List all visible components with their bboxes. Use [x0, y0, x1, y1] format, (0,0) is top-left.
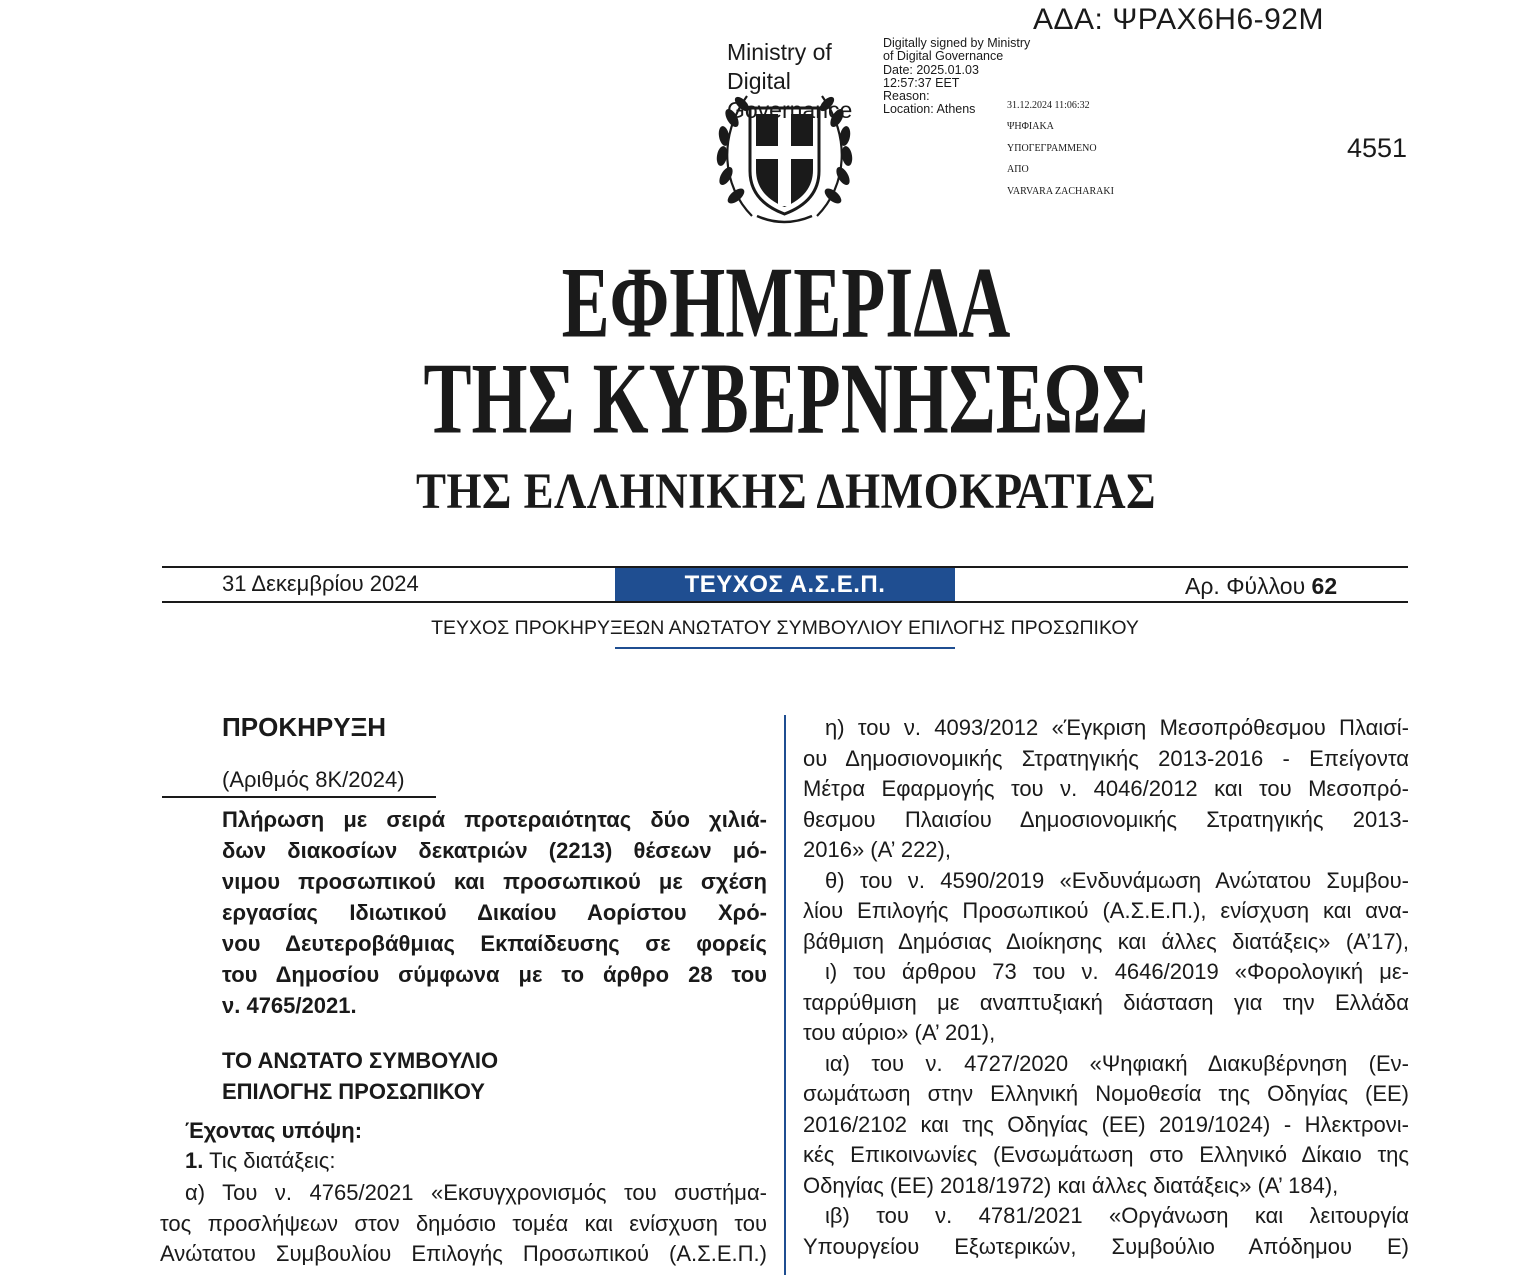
issue-date: 31 Δεκεμβρίου 2024	[222, 571, 419, 596]
proclamation-label: ΠΡΟΚΗΡΥΞΗ	[222, 712, 387, 742]
body-line: η) του ν. 4093/2012 «Έγκριση Μεσοπρόθεσμου Πλαισί-	[825, 715, 1409, 740]
summary-line: ν. 4765/2021.	[222, 993, 357, 1018]
body-line: Υπουργείου Εξωτερικών, Συμβούλιο Απόδημου Ε)	[803, 1233, 1409, 1259]
ministry-logo-text: Ministry of Digital Governance	[727, 39, 853, 123]
issuing-authority	[222, 1045, 498, 1107]
body-line: Ανώτατου Συμβουλίου Επιλογής Προσωπικού (Α.Σ.Ε.Π.)	[160, 1241, 767, 1266]
signature-line: Digitally signed by Ministry	[883, 36, 1031, 50]
ada-code: ΑΔΑ: ΨΡΑΧ6Η6-92Μ	[1033, 3, 1324, 36]
summary-line: του Δημοσίου σύμφωνα με το άρθρο 28 του	[222, 962, 767, 987]
proclamation-number: (Αριθμός 8Κ/2024)	[222, 767, 405, 792]
issue-subtitle: ΤΕΥΧΟΣ ΠΡΟΚΗΡΥΞΕΩΝ ΑΝΩΤΑΤΟΥ ΣΥΜΒΟΥΛΙΟΥ ΕΠΙΛΟΓΗΣ ΠΡΟΣΩΠΙΚΟΥ	[431, 617, 1139, 639]
sheet-number	[1185, 573, 1337, 600]
body-line: Οδηγίας (ΕΕ) 2018/1972) και άλλες διατάξεις» (Α’ 184),	[803, 1172, 1339, 1198]
body-line: ια) του ν. 4727/2020 «Ψηφιακή Διακυβέρνηση (Εν-	[825, 1050, 1409, 1076]
body-line: θεσμου Πλαισίου Δημοσιονομικής Στρατηγικής 2013-	[803, 806, 1409, 832]
paragraph-iota-beta	[803, 1201, 1409, 1262]
paragraph-iota-alpha	[803, 1049, 1409, 1202]
provisions-item	[185, 1148, 336, 1174]
right-body-text	[803, 713, 1409, 1262]
stamp-line: ΥΠΟΓΕΓΡΑΜΜΕΝΟ	[1007, 142, 1097, 154]
authority-line: ΤΟ ΑΝΩΤΑΤΟ ΣΥΜΒΟΥΛΙΟ	[222, 1048, 499, 1073]
summary-line: Πλήρωση με σειρά προτεραιότητας δύο χιλιά-	[222, 807, 767, 832]
body-line: Μέτρα Εφαρμογής του ν. 4046/2012 και του Μεσοπρό-	[803, 776, 1409, 801]
column-separator	[784, 715, 786, 1275]
provisions-number: 1.	[185, 1148, 204, 1173]
summary-line: νου Δευτεροβάθμιας Εκπαίδευσης σε φορείς	[222, 931, 767, 956]
stamp-line: VARVARA ZACHARAKI	[1007, 185, 1114, 197]
proclamation-summary	[222, 804, 767, 1021]
paragraph-theta	[803, 866, 1409, 958]
summary-line: εργασίας Ιδιωτικού Δικαίου Αορίστου Χρό-	[222, 900, 767, 925]
body-line: α) Του ν. 4765/2021 «Εκσυγχρονισμός του συστήμα-	[185, 1180, 767, 1205]
signature-line: of Digital Governance	[883, 49, 1004, 64]
body-line: ι) του άρθρου 73 του ν. 4646/2019 «Φορολογική με-	[825, 959, 1409, 984]
body-line: του αύριο» (Α’ 201),	[803, 1020, 996, 1045]
signature-line: Reason:	[883, 89, 930, 104]
paragraph-iota	[803, 957, 1409, 1049]
summary-line: νιμου προσωπικού και προσωπικού με σχέση	[222, 869, 767, 894]
body-line: 2016/2102 και της Οδηγίας (ΕΕ) 2019/1024) - Ηλεκτρονι-	[803, 1111, 1409, 1137]
signature-stamp	[1007, 95, 1114, 202]
page-number: 4551	[1347, 133, 1408, 163]
authority-line: ΕΠΙΛΟΓΗΣ ΠΡΟΣΩΠΙΚΟΥ	[222, 1079, 485, 1104]
left-body-text	[160, 1178, 767, 1270]
body-line: 2016» (Α’ 222),	[803, 837, 951, 862]
body-line: ιβ) του ν. 4781/2021 «Οργάνωση και λειτουργία	[825, 1203, 1409, 1228]
signature-line: 12:57:37 EET	[883, 75, 960, 90]
paragraph-eta	[803, 713, 1409, 866]
body-line: λίου Επιλογής Προσωπικού (Α.Σ.Ε.Π.), ενίσχυση και ανα-	[803, 898, 1409, 923]
sheet-number-value: 62	[1311, 573, 1338, 599]
subtitle-underline	[615, 647, 955, 649]
signature-line: Date: 2025.01.03	[883, 62, 979, 77]
issue-series-badge: ΤΕΥΧΟΣ Α.Σ.Ε.Π.	[615, 568, 955, 601]
proclamation-rule	[162, 796, 436, 798]
stamp-line: ΨΗΦΙΑΚΑ	[1007, 121, 1054, 133]
body-line: ου Δημοσιονομικής Στρατηγικής 2013-2016 - Επείγοντα	[803, 745, 1409, 771]
sheet-label: Αρ. Φύλλου	[1185, 573, 1306, 599]
masthead-title-line1: ΕΦΗΜΕΡΙΔΑ	[561, 245, 1011, 360]
body-line: κές Επικοινωνίες (Ενσωμάτωση στο Ελληνικό Δίκαιο της	[803, 1142, 1409, 1167]
provisions-text: Τις διατάξεις:	[209, 1148, 336, 1173]
stamp-line: 31.12.2024 11:06:32	[1007, 100, 1090, 111]
body-line: θ) του ν. 4590/2019 «Ενδυνάμωση Ανώτατου Συμβου-	[825, 867, 1409, 893]
stamp-line: ΑΠΟ	[1007, 164, 1029, 176]
issue-bottom-rule	[162, 601, 1408, 603]
signature-line: Location: Athens	[883, 102, 976, 117]
body-line: τος προσλήψεων στον δημόσιο τομέα και ενίσχυση του	[160, 1210, 767, 1236]
body-line: σωμάτωση στην Ελληνική Νομοθεσία της Οδηγίας (ΕΕ)	[803, 1081, 1409, 1106]
body-line: ταρρύθμιση με αναπτυξιακή διάσταση για την Ελλάδα	[803, 989, 1409, 1015]
considering-heading: Έχοντας υπόψη:	[185, 1118, 363, 1143]
masthead-title-line2: ΤΗΣ ΚΥΒΕΡΝΗΣΕΩΣ	[423, 341, 1149, 456]
summary-line: δων διακοσίων δεκατριών (2213) θέσεων μό-	[222, 838, 767, 863]
masthead-subtitle: ΤΗΣ ΕΛΛΗΝΙΚΗΣ ΔΗΜΟΚΡΑΤΙΑΣ	[415, 463, 1157, 520]
body-line: βάθμιση Δημόσιας Διοίκησης και άλλες διατάξεις» (Α’17),	[803, 928, 1409, 954]
